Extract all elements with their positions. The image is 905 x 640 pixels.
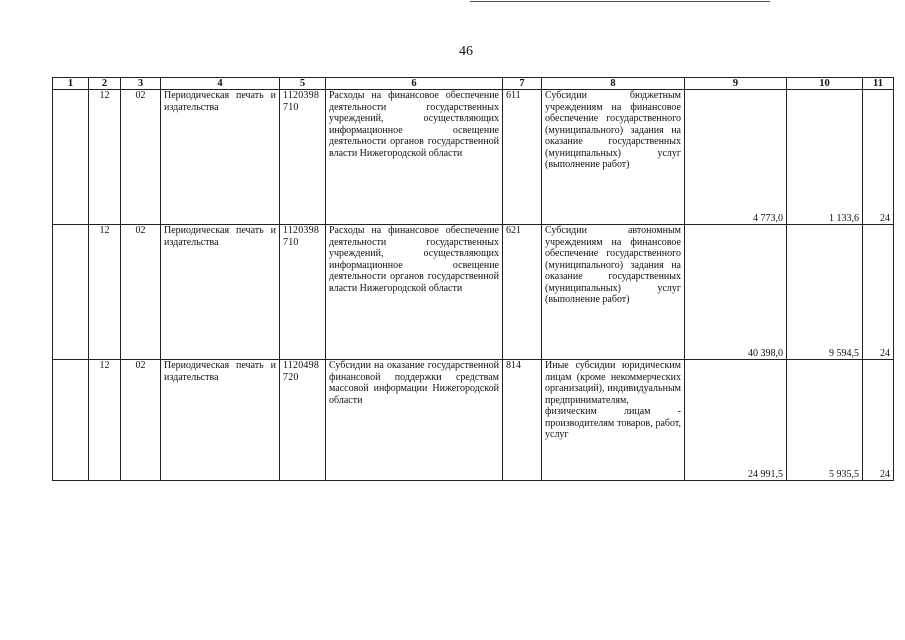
cell-subsection-name: Периодическая печать и издательства [161,90,280,225]
cell-expense-type: 611 [503,90,542,225]
cell-expense-type-name: Иные субсидии юридическим лицам (кроме некоммерческих организаций), индивидуальным предпринимателям, физическим лицам - производителям товаров, работ, услуг [542,360,685,481]
col-header-5: 5 [280,78,326,90]
header-row [53,78,894,90]
cell-subsection-name: Периодическая печать и издательства [161,360,280,481]
cell-col1 [53,90,89,225]
col-header-9: 9 [685,78,787,90]
top-scan-line [470,1,770,2]
cell-amount: 40 398,0 [685,225,787,360]
cell-subsection: 02 [121,225,161,360]
cell-percent: 24 [863,225,894,360]
cell-subsection-name: Периодическая печать и издательства [161,225,280,360]
col-header-8: 8 [542,78,685,90]
cell-amount: 24 991,5 [685,360,787,481]
table-row [53,90,894,225]
col-header-2: 2 [89,78,121,90]
cell-section: 12 [89,90,121,225]
table-row [53,360,894,481]
cell-subsection: 02 [121,360,161,481]
cell-amount-2: 5 935,5 [787,360,863,481]
cell-target-name: Расходы на финансовое обеспечение деятельности государственных учреждений, осуществляющих информационное освещение деятельности органов государственной власти Нижегородской области [326,90,503,225]
cell-section: 12 [89,225,121,360]
cell-expense-type-name: Субсидии бюджетным учреждениям на финансовое обеспечение государственного (муниципального) задания на оказание государственных (муниципальных) услуг (выполнение работ) [542,90,685,225]
cell-expense-type: 621 [503,225,542,360]
cell-target-name: Расходы на финансовое обеспечение деятельности государственных учреждений, осуществляющих информационное освещение деятельности органов государственной власти Нижегородской области [326,225,503,360]
cell-col1 [53,225,89,360]
table-row [53,225,894,360]
col-header-11: 11 [863,78,894,90]
cell-subsection: 02 [121,90,161,225]
cell-amount-2: 9 594,5 [787,225,863,360]
col-header-10: 10 [787,78,863,90]
cell-section: 12 [89,360,121,481]
col-header-6: 6 [326,78,503,90]
budget-table [52,77,894,481]
cell-expense-type: 814 [503,360,542,481]
cell-target-code: 1120398710 [280,90,326,225]
cell-amount-2: 1 133,6 [787,90,863,225]
col-header-1: 1 [53,78,89,90]
cell-target-code: 1120398710 [280,225,326,360]
cell-amount: 4 773,0 [685,90,787,225]
cell-target-code: 1120498720 [280,360,326,481]
cell-target-name: Субсидии на оказание государственной финансовой поддержки средствам массовой информации Нижегородской области [326,360,503,481]
cell-expense-type-name: Субсидии автономным учреждениям на финансовое обеспечение государственного (муниципального) задания на оказание государственных (муниципальных) услуг (выполнение работ) [542,225,685,360]
cell-percent: 24 [863,360,894,481]
col-header-3: 3 [121,78,161,90]
cell-col1 [53,360,89,481]
cell-percent: 24 [863,90,894,225]
col-header-4: 4 [161,78,280,90]
page-number: 46 [459,44,473,59]
col-header-7: 7 [503,78,542,90]
